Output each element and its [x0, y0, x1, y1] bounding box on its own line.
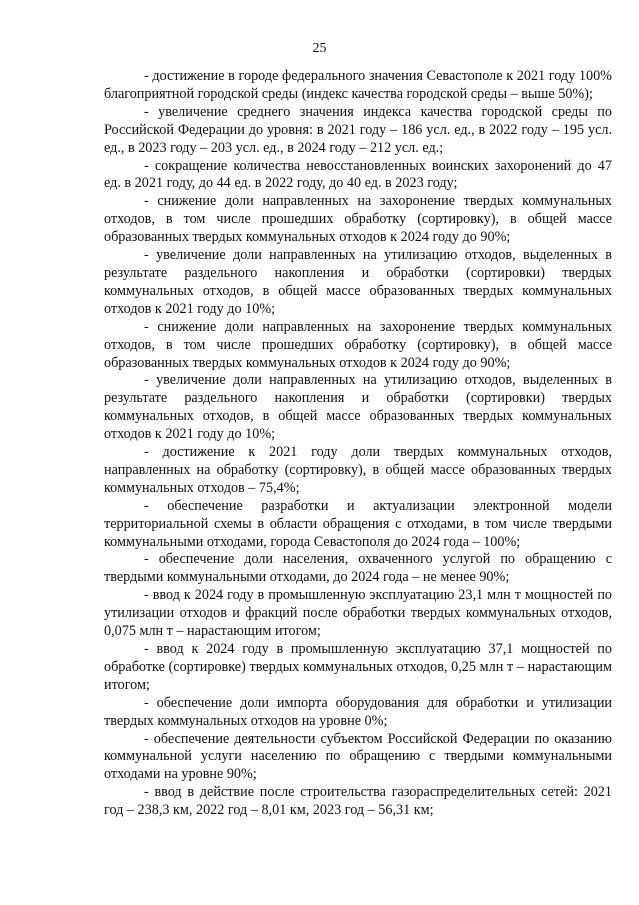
list-item: - обеспечение доли населения, охваченного услугой по обращению с твердыми коммунальными отходами, до 2024 года – не менее 90%;	[104, 551, 612, 586]
list-item: - обеспечение деятельности субъектом Российской Федерации по оказанию коммунальной услуги населению по обращению с твердыми коммунальными отходами на уровне 90%;	[104, 730, 612, 783]
list-item: - ввод к 2024 году в промышленную эксплуатацию 37,1 мощностей по обработке (сортировке) твердых коммунальных отходов, 0,25 млн т – нарастающим итогом;	[104, 641, 612, 693]
list-item: - достижение к 2021 году доли твердых коммунальных отходов, направленных на обработку (сортировку), в общей массе образованных твердых коммунальных отходов – 75,4%;	[104, 444, 612, 496]
document-body	[104, 68, 612, 820]
list-item: - снижение доли направленных на захоронение твердых коммунальных отходов, в том числе прошедших обработку (сортировку), в общей массе образованных твердых коммунальных отходов к 2024 году до 90%;	[104, 193, 612, 246]
page-number: 25	[312, 41, 327, 56]
list-item: - ввод в действие после строительства газораспределительных сетей: 2021 год – 238,3 км, 2022 год – 8,01 км, 2023 год – 56,31 км;	[104, 784, 612, 819]
list-item: - увеличение среднего значения индекса качества городской среды по Российской Федерации до уровня: в 2021 году – 186 усл. ед., в 2022 году – 195 усл. ед., в 2023 году – 203 усл. ед., в 2024 году – 212 усл. ед.;	[104, 103, 612, 156]
list-item: - увеличение доли направленных на утилизацию отходов, выделенных в результате раздельного накопления и обработки (сортировки) твердых коммунальных отходов, в общей массе образованных твердых коммунальных отходов к 2021 году до 10%;	[104, 372, 612, 443]
list-item: - сокращение количества невосстановленных воинских захоронений до 47 ед. в 2021 году, до 44 ед. в 2022 году, до 40 ед. в 2023 году;	[104, 157, 612, 192]
list-item: - ввод к 2024 году в промышленную эксплуатацию 23,1 млн т мощностей по утилизации отходов и фракций после обработки твердых коммунальных отходов, 0,075 млн т – нарастающим итогом;	[104, 587, 612, 640]
list-item: - снижение доли направленных на захоронение твердых коммунальных отходов, в том числе прошедших обработку (сортировку), в общей массе образованных твердых коммунальных отходов к 2024 году до 90%;	[104, 318, 612, 371]
list-item: - обеспечение доли импорта оборудования для обработки и утилизации твердых коммунальных отходов на уровне 0%;	[104, 694, 612, 729]
list-item: - увеличение доли направленных на утилизацию отходов, выделенных в результате раздельного накопления и обработки (сортировки) твердых коммунальных отходов, в общей массе образованных твердых коммунальных отходов к 2021 году до 10%;	[104, 247, 612, 317]
list-item: - достижение в городе федерального значения Севастополе к 2021 году 100% благоприятной городской среды (индекс качества городской среды – выше 50%);	[104, 68, 612, 102]
list-item: - обеспечение разработки и актуализации электронной модели территориальной схемы в области обращения с отходами, в том числе твердыми коммунальными отходами, города Севастополя до 2024 года – 100%;	[104, 497, 612, 550]
